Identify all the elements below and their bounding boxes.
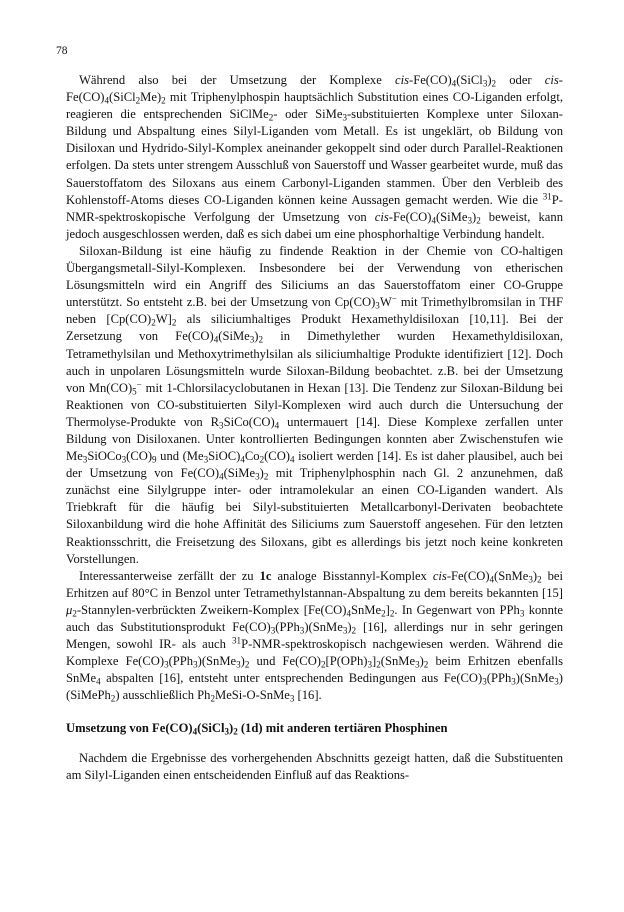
body-text bbox=[66, 72, 563, 784]
page-number: 78 bbox=[56, 45, 68, 57]
section-heading: Umsetzung von $Fe(CO)_4(SiCl_3)_2$ (1d) mit anderen tertiären Phosphinen bbox=[66, 721, 448, 737]
paragraph-4: Nachdem die Ergebnisse des vorhergehenden Abschnitts gezeigt hatten, daß die Substituenten am Silyl-Liganden einen entscheidenden Einfluß auf das Reaktions- bbox=[66, 750, 563, 782]
paragraph-3: Interessanterweise zerfällt der zu 1c analoge Bisstannyl-Komplex cis-$Fe(CO)_4(SnMe_3)_2$ bei Erhitzen auf 80°C in Benzol unter Tetramethylstannan-Abspaltung zu dem bereits bekannten [15] $\mu_2-Stannylen$-verbrückten Zweikern-Komplex $[Fe(CO)_4SnMe_2]_2$. In Gegenwart von PPh$_3$ konnte auch das Substitutionsprodukt $Fe(CO)_3(PPh_3)(SnMe_3)_2$ [16], allerdings nur in sehr geringen Mengen, sowohl IR- als auch $^{31}$P-NMR-spektroskopisch nachgewiesen werden. Während die Komplexe $Fe(CO)_3(PPh_3)(SnMe_3)_2$ und $Fe(CO)_2[P(OPh)_3]_2(SnMe_3)_2$ beim Erhitzen ebenfalls SnMe$_4$ abspalten [16], entsteht unter entsprechenden Bedingungen aus $Fe(CO)_3(PPh_3)(SnMe_3)(SiMePh_2)$ ausschließlich $Ph_2MeSi-O-SnMe_3$ [16]. bbox=[66, 568, 563, 704]
paragraph-1: Während also bei der Umsetzung der Komplexe cis-$Fe(CO)_4(SiCl_3)_2$ oder cis-$Fe(CO)_4(SiCl_2Me)_2$ mit Triphenylphospin hauptsächlich Substitution eines CO-Liganden erfolgt, reagieren die entsprechenden SiClMe$_2$- oder SiMe$_3$-substituierten Komplexe unter Siloxan-Bildung und Abspaltung eines Silyl-Liganden vom Metall. Es ist ungeklärt, ob Bildung von Disiloxan und Hydrido-Silyl-Komplex aneinander gekoppelt sind oder durch Parallel-Reaktionen erfolgen. Da stets unter strengem Ausschluß von Sauerstoff und Wasser gearbeitet wurde, muß das Sauerstoffatom des Siloxans aus einem Carbonyl-Liganden stammen. Über den Verbleib des Kohlenstoff-Atoms dieses CO-Liganden können keine Aussagen gemacht werden. Wie die $^{31}$P-NMR-spektroskopische Verfolgung der Umsetzung von cis-$Fe(CO)_4(SiMe_3)_2$ beweist, kann jedoch ausgeschlossen werden, daß es sich dabei um eine phosphorhaltige Verbindung handelt. bbox=[66, 73, 564, 241]
paragraph-2: Siloxan-Bildung ist eine häufig zu findende Reaktion in der Chemie von CO-haltigen Übergangsmetall-Silyl-Komplexen. Insbesondere bei der Verwendung von etherischen Lösungsmitteln wird ein Angriff des Siliciums an das Sauerstoffatom einer CO-Gruppe unterstützt. So entsteht z.B. bei der Umsetzung von $Cp(CO)_3W^-$ mit Trimethylbromsilan in THF neben $[Cp(CO)_2W]_2$ als siliciumhaltiges Produkt Hexamethyldisiloxan [10,11]. Bei der Zersetzung von $Fe(CO)_4(SiMe_3)_2$ in Dimethylether wurden Hexamethyldisiloxan, Tetramethylsilan und Methoxytrimethylsilan als siliciumhaltige Produkte identifiziert [12]. Doch auch in unpolaren Lösungsmitteln wurde Siloxan-Bildung beobachtet. z.B. bei der Umsetzung von $Mn(CO)_5^-$ mit 1-Chlorsilacyclobutanen in Hexan [13]. Die Tendenz zur Siloxan-Bildung bei Reaktionen von CO-substituierten Silyl-Komplexen wird auch durch die Untersuchung der Thermolyse-Produkte von $R_3SiCo(CO)_4$ untermauert [14]. Diese Komplexe zerfallen unter Bildung von Disiloxanen. Unter kontrollierten Bedingungen konnten aber Zwischenstufen wie $Me_3SiOCo_3(CO)_9$ und $(Me_3SiOC)_4Co_2(CO)_4$ isoliert werden [14]. Es ist daher plausibel, auch bei der Umsetzung von $Fe(CO)_4(SiMe_3)_2$ mit Triphenylphosphin nach Gl. 2 anzunehmen, daß zunächst eine Silylgruppe inter- oder intramolekular an einen CO-Liganden wandert. Als Triebkraft für die häufig bei Silyl-substituierten Metallcarbonyl-Derivaten beobachtete Siloxanbildung wird die hohe Affinität des Siliciums zum Sauerstoff angesehen. Für den letzten Reaktionsschritt, die Freisetzung des Siloxans, gibt es allerdings bis jetzt noch keine konkreten Vorstellungen. bbox=[66, 243, 564, 566]
